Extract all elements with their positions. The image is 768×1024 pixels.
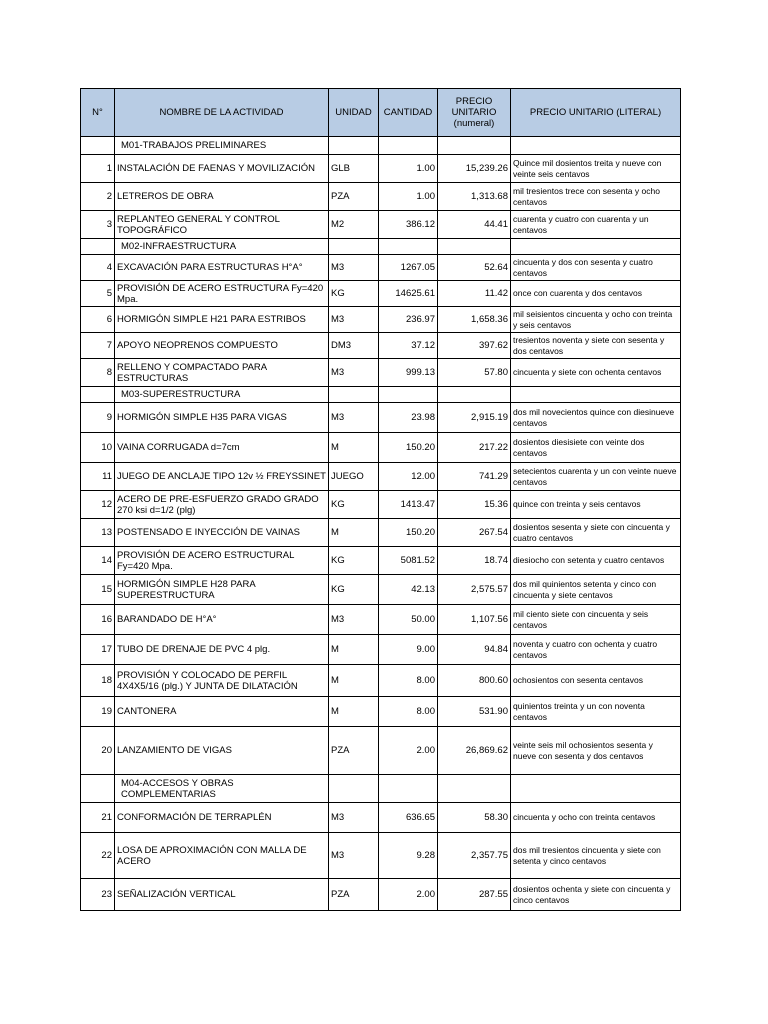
quantity-cell: 9.00 [379, 635, 438, 665]
unit-cell: M3 [329, 359, 379, 387]
table-row [81, 183, 681, 211]
unit-cell: M3 [329, 803, 379, 833]
activity-name-cell: PROVISIÓN DE ACERO ESTRUCTURA Fy=420 Mpa. [115, 281, 329, 307]
literal-price-cell: mil ciento siete con cincuenta y seis centavos [511, 605, 681, 635]
section-label: M04-ACCESOS Y OBRAS COMPLEMENTARIAS [115, 775, 329, 803]
item-number-cell: 18 [81, 665, 115, 697]
unit-cell [329, 387, 379, 403]
literal-price-cell: quince con treinta y seis centavos [511, 491, 681, 519]
quantity-cell: 23.98 [379, 403, 438, 433]
activity-name-cell: TUBO DE DRENAJE DE PVC 4 plg. [115, 635, 329, 665]
activity-name-cell: CANTONERA [115, 697, 329, 727]
activity-name-cell: EXCAVACIÓN PARA ESTRUCTURAS H°A° [115, 255, 329, 281]
unit-cell: M [329, 665, 379, 697]
unit-cell [329, 137, 379, 155]
section-row [81, 137, 681, 155]
literal-price-cell: setecientos cuarenta y un con veinte nueve centavos [511, 463, 681, 491]
quantity-cell [379, 387, 438, 403]
item-number-cell: 10 [81, 433, 115, 463]
unit-price-cell: 26,869.62 [438, 727, 511, 775]
quantity-cell: 37.12 [379, 333, 438, 359]
unit-price-cell: 11.42 [438, 281, 511, 307]
unit-price-cell: 44.41 [438, 211, 511, 239]
literal-price-cell [511, 387, 681, 403]
table-row [81, 359, 681, 387]
item-number-cell: 6 [81, 307, 115, 333]
unit-price-cell: 57.80 [438, 359, 511, 387]
table-row [81, 727, 681, 775]
unit-price-cell: 1,658.36 [438, 307, 511, 333]
item-number-cell: 22 [81, 833, 115, 879]
literal-price-cell: once con cuarenta y dos centavos [511, 281, 681, 307]
quantity-cell [379, 239, 438, 255]
table-header-row [81, 89, 681, 137]
literal-price-cell: dosientos diesisiete con veinte dos centavos [511, 433, 681, 463]
quantity-cell: 2.00 [379, 727, 438, 775]
quantity-cell: 42.13 [379, 575, 438, 605]
activity-name-cell: INSTALACIÓN DE FAENAS Y MOVILIZACIÓN [115, 155, 329, 183]
quantity-cell: 12.00 [379, 463, 438, 491]
literal-price-cell: cincuenta y siete con ochenta centavos [511, 359, 681, 387]
table-row [81, 665, 681, 697]
literal-price-cell: Quince mil dosientos treita y nueve con veinte seis centavos [511, 155, 681, 183]
item-number-cell: 17 [81, 635, 115, 665]
literal-price-cell: dosientos ochenta y siete con cincuenta y cinco centavos [511, 879, 681, 911]
unit-price-cell: 397.62 [438, 333, 511, 359]
section-label: M02-INFRAESTRUCTURA [115, 239, 329, 255]
item-number-cell: 20 [81, 727, 115, 775]
table-row [81, 635, 681, 665]
table-row [81, 547, 681, 575]
item-number-cell: 1 [81, 155, 115, 183]
activity-name-cell: LANZAMIENTO DE VIGAS [115, 727, 329, 775]
unit-cell: KG [329, 281, 379, 307]
unit-cell [329, 775, 379, 803]
header-activity-name: NOMBRE DE LA ACTIVIDAD [115, 89, 329, 137]
quantity-cell: 636.65 [379, 803, 438, 833]
table-row [81, 333, 681, 359]
literal-price-cell: dos mil quinientos setenta y cinco con cincuenta y siete centavos [511, 575, 681, 605]
activity-name-cell: APOYO NEOPRENOS COMPUESTO [115, 333, 329, 359]
unit-price-cell: 2,575.57 [438, 575, 511, 605]
item-number-cell: 5 [81, 281, 115, 307]
unit-price-cell: 52.64 [438, 255, 511, 281]
activity-name-cell: HORMIGÓN SIMPLE H28 PARA SUPERESTRUCTURA [115, 575, 329, 605]
unit-cell: PZA [329, 879, 379, 911]
activity-name-cell: PROVISIÓN DE ACERO ESTRUCTURAL Fy=420 Mpa. [115, 547, 329, 575]
table-row [81, 403, 681, 433]
item-number-cell [81, 387, 115, 403]
activity-name-cell: REPLANTEO GENERAL Y CONTROL TOPOGRÁFICO [115, 211, 329, 239]
item-number-cell: 19 [81, 697, 115, 727]
literal-price-cell: diesiocho con setenta y cuatro centavos [511, 547, 681, 575]
unit-price-cell: 1,313.68 [438, 183, 511, 211]
literal-price-cell: ochosientos con sesenta centavos [511, 665, 681, 697]
unit-price-cell [438, 775, 511, 803]
literal-price-cell: quinientos treinta y un con noventa centavos [511, 697, 681, 727]
unit-cell: KG [329, 547, 379, 575]
literal-price-cell: dos mil tresientos cincuenta y siete con setenta y cinco centavos [511, 833, 681, 879]
quantity-cell: 8.00 [379, 665, 438, 697]
unit-price-cell: 531.90 [438, 697, 511, 727]
quantity-cell: 2.00 [379, 879, 438, 911]
item-number-cell: 8 [81, 359, 115, 387]
table-row [81, 155, 681, 183]
activity-name-cell: PROVISIÓN Y COLOCADO DE PERFIL 4X4X5/16 (plg.) Y JUNTA DE DILATACIÓN [115, 665, 329, 697]
quantity-cell: 9.28 [379, 833, 438, 879]
quantity-cell: 386.12 [379, 211, 438, 239]
table-row [81, 605, 681, 635]
quantity-cell: 999.13 [379, 359, 438, 387]
quantity-cell: 50.00 [379, 605, 438, 635]
quantity-cell: 1267.05 [379, 255, 438, 281]
table-row [81, 519, 681, 547]
quantity-cell: 5081.52 [379, 547, 438, 575]
quantity-cell: 150.20 [379, 433, 438, 463]
activity-name-cell: SEÑALIZACIÓN VERTICAL [115, 879, 329, 911]
item-number-cell: 2 [81, 183, 115, 211]
table-row [81, 575, 681, 605]
quantity-cell [379, 137, 438, 155]
header-unit: UNIDAD [329, 89, 379, 137]
literal-price-cell: dos mil novecientos quince con diesinueve centavos [511, 403, 681, 433]
unit-cell: KG [329, 491, 379, 519]
unit-cell: M2 [329, 211, 379, 239]
item-number-cell: 15 [81, 575, 115, 605]
quantity-cell [379, 775, 438, 803]
unit-cell: M3 [329, 307, 379, 333]
unit-cell: M3 [329, 833, 379, 879]
table-row [81, 281, 681, 307]
activity-name-cell: POSTENSADO E INYECCIÓN DE VAINAS [115, 519, 329, 547]
literal-price-cell [511, 775, 681, 803]
table-row [81, 879, 681, 911]
item-number-cell: 9 [81, 403, 115, 433]
item-number-cell: 21 [81, 803, 115, 833]
activity-name-cell: CONFORMACIÓN DE TERRAPLÉN [115, 803, 329, 833]
item-number-cell: 13 [81, 519, 115, 547]
literal-price-cell: veinte seis mil ochosientos sesenta y nueve con sesenta y dos centavos [511, 727, 681, 775]
activity-price-table [80, 88, 681, 911]
unit-cell [329, 239, 379, 255]
unit-price-cell: 287.55 [438, 879, 511, 911]
unit-price-cell [438, 137, 511, 155]
unit-cell: M [329, 697, 379, 727]
literal-price-cell [511, 137, 681, 155]
item-number-cell: 4 [81, 255, 115, 281]
item-number-cell [81, 775, 115, 803]
section-row [81, 387, 681, 403]
table-row [81, 463, 681, 491]
unit-cell: M3 [329, 255, 379, 281]
item-number-cell: 11 [81, 463, 115, 491]
section-row [81, 775, 681, 803]
table-row [81, 307, 681, 333]
quantity-cell: 1.00 [379, 183, 438, 211]
unit-price-cell: 15,239.26 [438, 155, 511, 183]
item-number-cell: 16 [81, 605, 115, 635]
literal-price-cell: mil tresientos trece con sesenta y ocho centavos [511, 183, 681, 211]
quantity-cell: 236.97 [379, 307, 438, 333]
header-number: N° [81, 89, 115, 137]
section-row [81, 239, 681, 255]
unit-cell: DM3 [329, 333, 379, 359]
unit-cell: GLB [329, 155, 379, 183]
unit-price-cell: 2,357.75 [438, 833, 511, 879]
activity-name-cell: ACERO DE PRE-ESFUERZO GRADO GRADO 270 ksi d=1/2 (plg) [115, 491, 329, 519]
unit-cell: KG [329, 575, 379, 605]
unit-cell: JUEGO [329, 463, 379, 491]
unit-price-cell: 94.84 [438, 635, 511, 665]
literal-price-cell: dosientos sesenta y siete con cincuenta y cuatro centavos [511, 519, 681, 547]
section-label: M01-TRABAJOS PRELIMINARES [115, 137, 329, 155]
table-row [81, 433, 681, 463]
unit-price-cell [438, 387, 511, 403]
quantity-cell: 8.00 [379, 697, 438, 727]
unit-cell: M3 [329, 605, 379, 635]
activity-name-cell: LOSA DE APROXIMACIÓN CON MALLA DE ACERO [115, 833, 329, 879]
unit-cell: PZA [329, 183, 379, 211]
activity-name-cell: JUEGO DE ANCLAJE TIPO 12v ½ FREYSSINET [115, 463, 329, 491]
unit-price-cell: 18.74 [438, 547, 511, 575]
item-number-cell: 14 [81, 547, 115, 575]
unit-price-cell: 1,107.56 [438, 605, 511, 635]
section-label: M03-SUPERESTRUCTURA [115, 387, 329, 403]
quantity-cell: 150.20 [379, 519, 438, 547]
unit-cell: M3 [329, 403, 379, 433]
literal-price-cell: cuarenta y cuatro con cuarenta y un centavos [511, 211, 681, 239]
table-row [81, 697, 681, 727]
item-number-cell [81, 137, 115, 155]
table-row [81, 211, 681, 239]
unit-price-cell: 15.36 [438, 491, 511, 519]
item-number-cell: 7 [81, 333, 115, 359]
quantity-cell: 14625.61 [379, 281, 438, 307]
header-quantity: CANTIDAD [379, 89, 438, 137]
unit-cell: PZA [329, 727, 379, 775]
literal-price-cell: cincuenta y ocho con treinta centavos [511, 803, 681, 833]
activity-name-cell: LETREROS DE OBRA [115, 183, 329, 211]
header-unit-price-numeral: PRECIO UNITARIO (numeral) [438, 89, 511, 137]
activity-name-cell: BARANDADO DE H°A° [115, 605, 329, 635]
item-number-cell [81, 239, 115, 255]
table-body [81, 137, 681, 911]
activity-name-cell: HORMIGÓN SIMPLE H35 PARA VIGAS [115, 403, 329, 433]
literal-price-cell [511, 239, 681, 255]
unit-price-cell: 58.30 [438, 803, 511, 833]
unit-cell: M [329, 519, 379, 547]
quantity-cell: 1413.47 [379, 491, 438, 519]
unit-price-cell: 741.29 [438, 463, 511, 491]
table-row [81, 255, 681, 281]
unit-price-cell: 217.22 [438, 433, 511, 463]
literal-price-cell: tresientos noventa y siete con sesenta y dos centavos [511, 333, 681, 359]
table-row [81, 491, 681, 519]
activity-name-cell: VAINA CORRUGADA d=7cm [115, 433, 329, 463]
literal-price-cell: cincuenta y dos con sesenta y cuatro centavos [511, 255, 681, 281]
unit-price-cell: 267.54 [438, 519, 511, 547]
unit-cell: M [329, 433, 379, 463]
quantity-cell: 1.00 [379, 155, 438, 183]
unit-price-cell [438, 239, 511, 255]
activity-name-cell: HORMIGÓN SIMPLE H21 PARA ESTRIBOS [115, 307, 329, 333]
activity-name-cell: RELLENO Y COMPACTADO PARA ESTRUCTURAS [115, 359, 329, 387]
table-row [81, 803, 681, 833]
literal-price-cell: noventa y cuatro con ochenta y cuatro centavos [511, 635, 681, 665]
table-row [81, 833, 681, 879]
unit-price-cell: 2,915.19 [438, 403, 511, 433]
header-unit-price-literal: PRECIO UNITARIO (LITERAL) [511, 89, 681, 137]
unit-price-cell: 800.60 [438, 665, 511, 697]
unit-cell: M [329, 635, 379, 665]
item-number-cell: 23 [81, 879, 115, 911]
item-number-cell: 12 [81, 491, 115, 519]
literal-price-cell: mil seisientos cincuenta y ocho con treinta y seis centavos [511, 307, 681, 333]
item-number-cell: 3 [81, 211, 115, 239]
